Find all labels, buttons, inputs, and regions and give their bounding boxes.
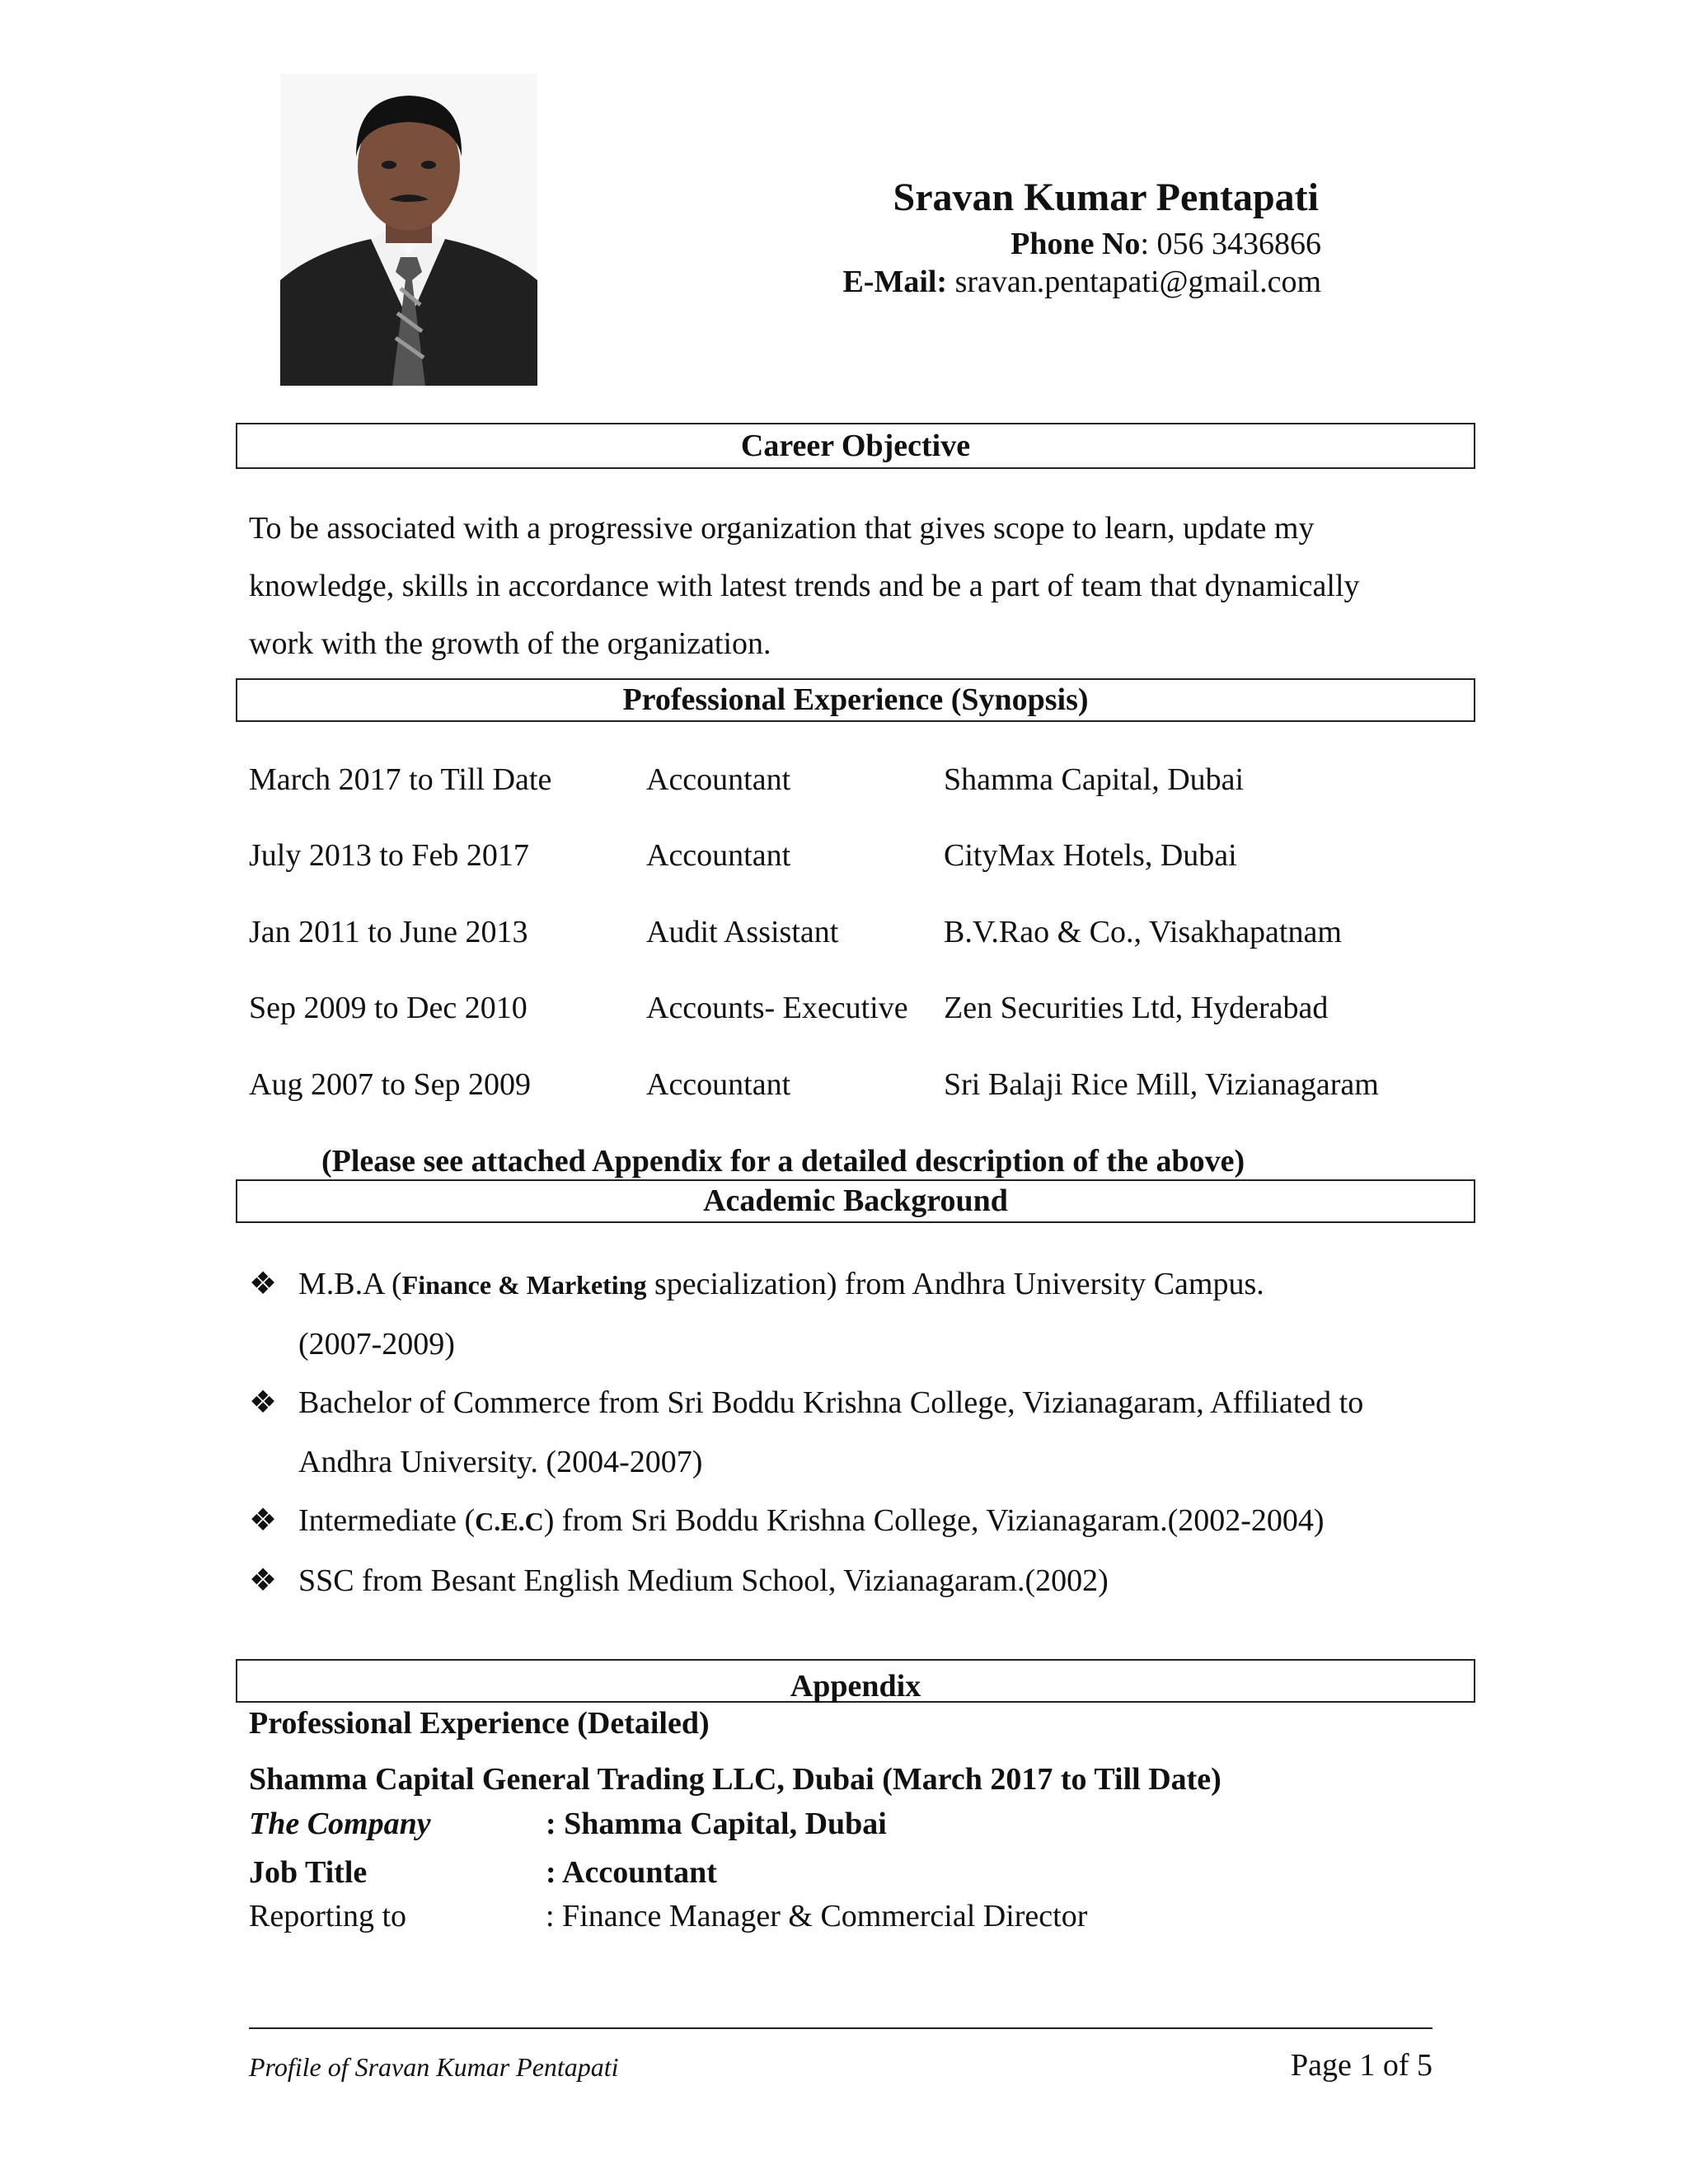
academic-item-text: Bachelor of Commerce from Sri Boddu Krishna College, Vizianagaram, Affiliated to Andhra University. (2004-2007) bbox=[298, 1385, 1364, 1479]
company: Shamma Capital, Dubai bbox=[944, 762, 1245, 797]
email-label: E-Mail: bbox=[842, 265, 948, 299]
phone-label: Phone No bbox=[1010, 227, 1141, 261]
page-number: Page 1 of 5 bbox=[1290, 2048, 1432, 2083]
career-objective-text bbox=[249, 499, 1469, 673]
academic-item-text: M.B.A (Finance & Marketing specialization) from Andhra University Campus. (2007-2009) bbox=[298, 1267, 1264, 1361]
role: Accountant bbox=[646, 762, 791, 797]
phone-value: : 056 3436866 bbox=[1140, 227, 1321, 261]
company-value: : Shamma Capital, Dubai bbox=[546, 1807, 887, 1841]
synopsis-row bbox=[249, 1064, 1485, 1105]
phone-line bbox=[659, 224, 1321, 264]
synopsis-row bbox=[249, 912, 1485, 953]
academic-item bbox=[249, 1254, 1469, 1374]
academic-item bbox=[249, 1551, 1469, 1610]
role: Accountant bbox=[646, 1067, 791, 1102]
period: July 2013 to Feb 2017 bbox=[249, 838, 529, 873]
diamond-bullet-icon: ❖ bbox=[249, 1563, 278, 1598]
role: Accounts- Executive bbox=[646, 991, 908, 1025]
portrait-image bbox=[280, 74, 537, 386]
reporting-row bbox=[249, 1896, 1485, 1937]
email-value: sravan.pentapati@gmail.com bbox=[947, 265, 1321, 299]
role: Audit Assistant bbox=[646, 915, 839, 949]
career-objective-heading: Career Objective bbox=[236, 423, 1475, 469]
period: Jan 2011 to June 2013 bbox=[249, 915, 528, 949]
synopsis-heading: Professional Experience (Synopsis) bbox=[236, 678, 1475, 722]
footer-profile-text: Profile of Sravan Kumar Pentapati bbox=[249, 2052, 619, 2082]
period: Sep 2009 to Dec 2010 bbox=[249, 991, 528, 1025]
career-line: work with the growth of the organization. bbox=[249, 626, 771, 661]
career-line: knowledge, skills in accordance with latest trends and be a part of team that dynamically bbox=[249, 569, 1360, 603]
synopsis-row bbox=[249, 987, 1485, 1029]
company-label: The Company bbox=[249, 1807, 431, 1841]
career-line: To be associated with a progressive organization that gives scope to learn, update my bbox=[249, 511, 1315, 546]
period: March 2017 to Till Date bbox=[249, 762, 552, 797]
diamond-bullet-icon: ❖ bbox=[249, 1385, 278, 1420]
academic-item-text: SSC from Besant English Medium School, Vizianagaram.(2002) bbox=[298, 1563, 1109, 1598]
academic-heading: Academic Background bbox=[236, 1179, 1475, 1223]
job-title-row bbox=[249, 1852, 1485, 1893]
company: Zen Securities Ltd, Hyderabad bbox=[944, 991, 1329, 1025]
synopsis-row bbox=[249, 835, 1485, 876]
role: Accountant bbox=[646, 838, 791, 873]
company: Sri Balaji Rice Mill, Vizianagaram bbox=[944, 1067, 1379, 1102]
diamond-bullet-icon: ❖ bbox=[249, 1503, 278, 1538]
job-title-label: Job Title bbox=[249, 1855, 368, 1890]
company-row bbox=[249, 1803, 1485, 1844]
email-line bbox=[659, 262, 1321, 302]
academic-item bbox=[249, 1373, 1469, 1492]
reporting-label: Reporting to bbox=[249, 1899, 407, 1933]
employer-heading: Shamma Capital General Trading LLC, Dubai (March 2017 to Till Date) bbox=[249, 1762, 1221, 1797]
company: B.V.Rao & Co., Visakhapatnam bbox=[944, 915, 1342, 949]
job-title-value: : Accountant bbox=[546, 1855, 717, 1890]
appendix-heading: Appendix bbox=[236, 1659, 1475, 1703]
company: CityMax Hotels, Dubai bbox=[944, 838, 1237, 873]
candidate-name: Sravan Kumar Pentapati bbox=[893, 176, 1319, 219]
reporting-value: : Finance Manager & Commercial Director bbox=[546, 1899, 1088, 1933]
period: Aug 2007 to Sep 2009 bbox=[249, 1067, 531, 1102]
academic-item bbox=[249, 1491, 1469, 1551]
footer-divider bbox=[249, 2027, 1432, 2029]
diamond-bullet-icon: ❖ bbox=[249, 1267, 278, 1301]
academic-item-text: Intermediate (C.E.C) from Sri Boddu Krishna College, Vizianagaram.(2002-2004) bbox=[298, 1503, 1325, 1538]
synopsis-row bbox=[249, 759, 1485, 800]
detailed-experience-heading: Professional Experience (Detailed) bbox=[249, 1706, 710, 1741]
profile-photo bbox=[280, 74, 537, 386]
appendix-note: (Please see attached Appendix for a detailed description of the above) bbox=[321, 1144, 1245, 1179]
